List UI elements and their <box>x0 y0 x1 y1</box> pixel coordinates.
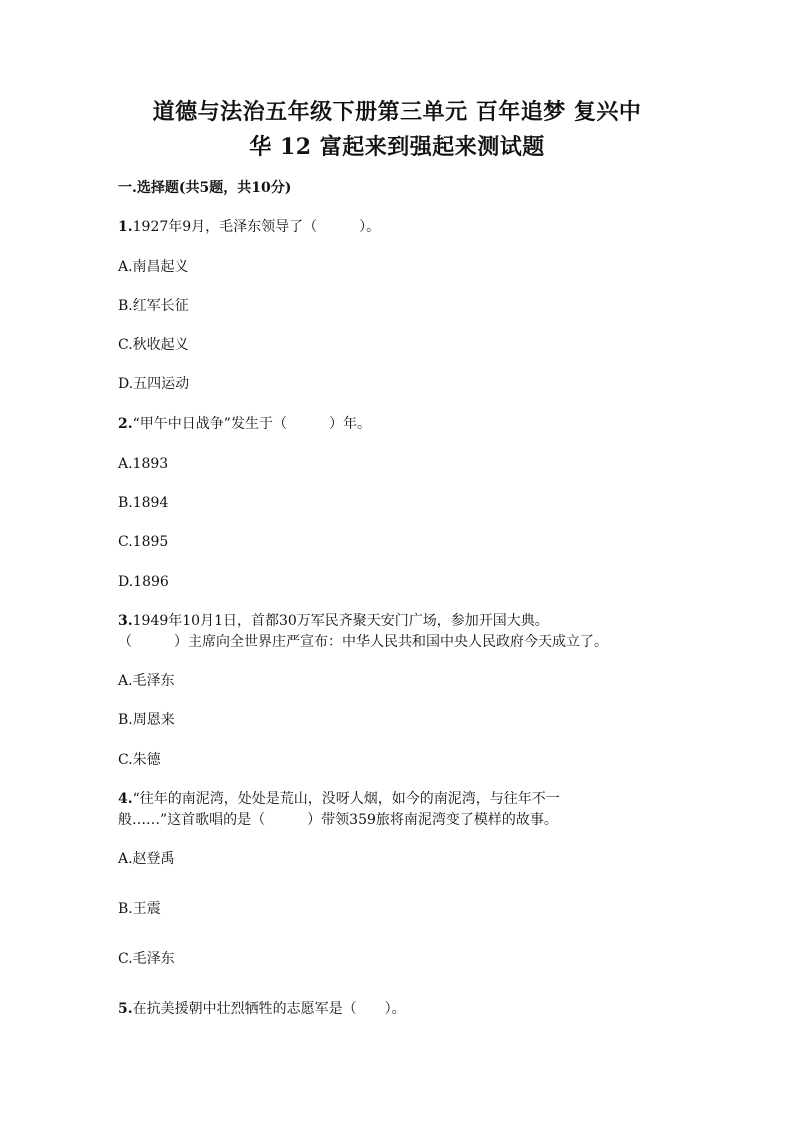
question-4-text-line-1: “往年的南泥湾，处处是荒山，没呀人烟，如今的南泥湾，与往年不一 <box>132 791 560 807</box>
question-3-number: 3. <box>118 613 133 629</box>
question-1-option-a: A.南昌起义 <box>118 259 189 275</box>
question-2-number: 2. <box>118 416 133 432</box>
question-5-number: 5. <box>118 1001 133 1017</box>
question-1-text: 1927年9月，毛泽东领导了（ ）。 <box>132 219 381 235</box>
question-4-option-c: C.毛泽东 <box>118 951 175 967</box>
question-5-text: 在抗美援朝中壮烈牺牲的志愿军是（ ）。 <box>132 1001 406 1017</box>
question-5 <box>118 999 406 1019</box>
question-1-number: 1. <box>118 219 133 235</box>
question-4-option-b: B.王震 <box>118 901 161 917</box>
section-heading: 一.选择题(共5题，共10分) <box>118 180 292 196</box>
question-2-text: “甲午中日战争”发生于（ ）年。 <box>132 416 371 432</box>
question-2-option-d: D.1896 <box>118 574 169 590</box>
question-1-option-b: B.红军长征 <box>118 298 189 314</box>
question-1 <box>118 217 380 237</box>
question-1-option-d: D.五四运动 <box>118 376 190 392</box>
question-3-option-b: B.周恩来 <box>118 712 175 728</box>
question-2 <box>118 414 371 434</box>
document-title-line-1: 道德与法治五年级下册第三单元 百年追梦 复兴中 <box>152 99 642 125</box>
question-3-option-a: A.毛泽东 <box>118 673 175 689</box>
question-3-option-c: C.朱德 <box>118 752 161 768</box>
document-title-line-2: 华 12 富起来到强起来测试题 <box>249 134 545 160</box>
question-3 <box>118 611 549 631</box>
question-4 <box>118 789 560 809</box>
question-4-option-a: A.赵登禹 <box>118 851 175 867</box>
question-2-option-b: B.1894 <box>118 495 169 511</box>
question-2-option-c: C.1895 <box>118 534 169 550</box>
question-4-number: 4. <box>118 791 133 807</box>
question-2-option-a: A.1893 <box>118 456 169 472</box>
question-4-text-line-2: 般……”这首歌唱的是（ ）带领359旅将南泥湾变了模样的故事。 <box>118 812 558 828</box>
question-3-text-line-1: 1949年10月1日，首都30万军民齐聚天安门广场，参加开国大典。 <box>132 613 549 629</box>
question-1-option-c: C.秋收起义 <box>118 337 189 353</box>
question-3-text-line-2: （ ）主席向全世界庄严宣布：中华人民共和国中央人民政府今天成立了。 <box>118 634 608 650</box>
